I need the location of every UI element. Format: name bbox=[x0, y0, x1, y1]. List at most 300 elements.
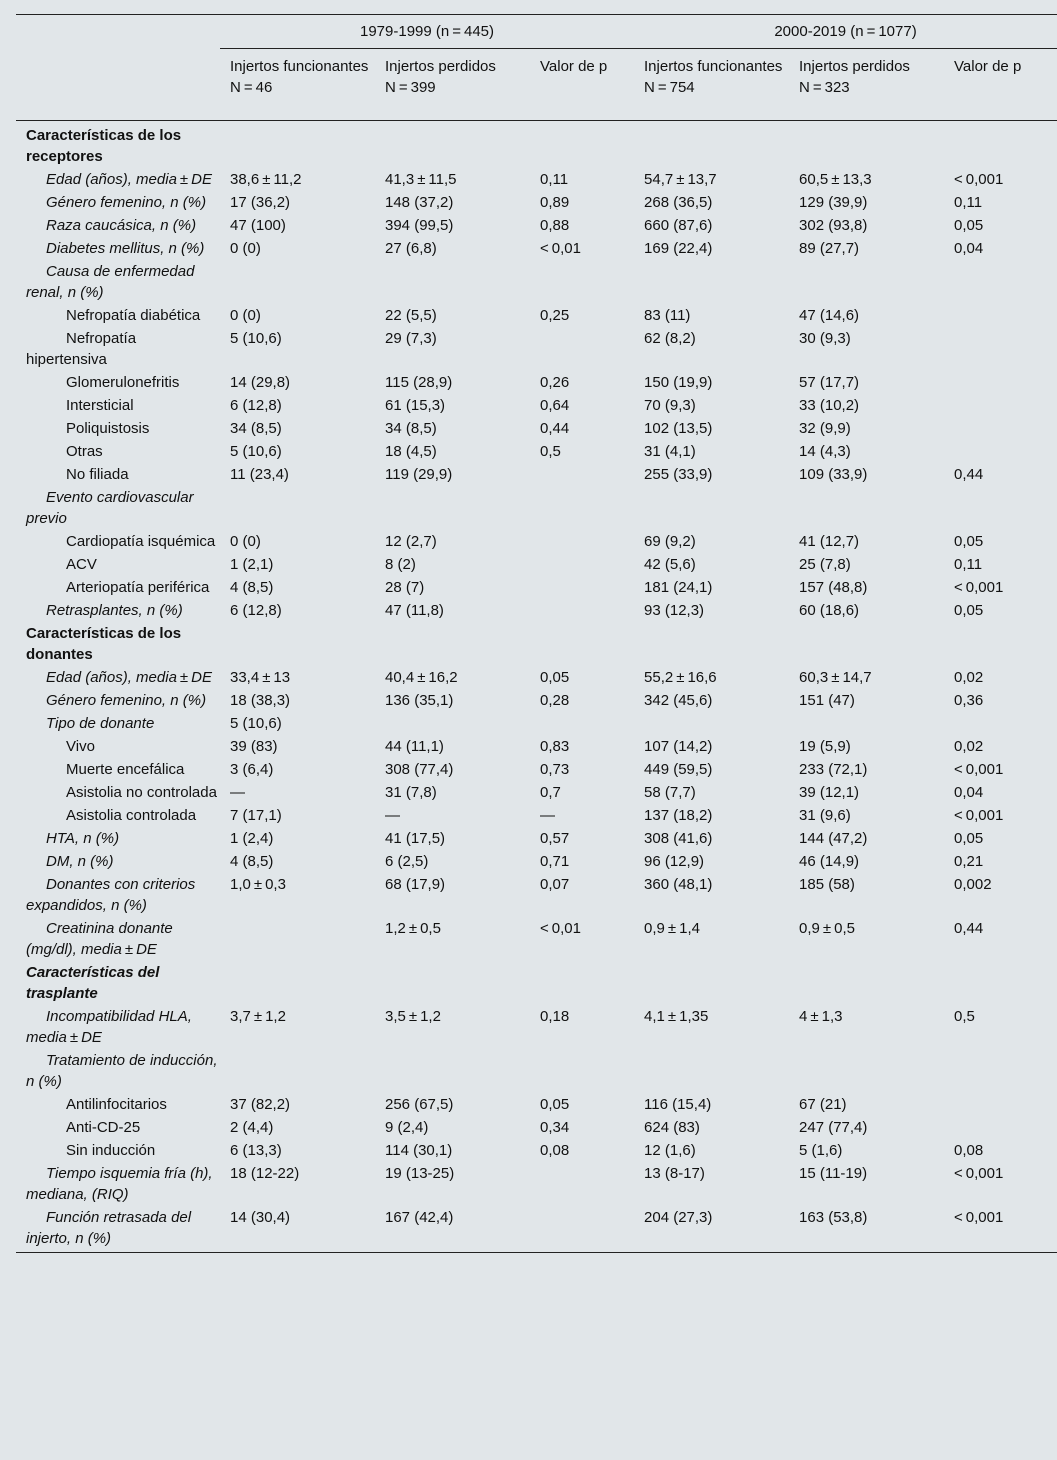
table-cell: 29 (7,3) bbox=[385, 330, 437, 347]
table-cell: 137 (18,2) bbox=[644, 807, 713, 824]
table-cell: 31 (9,6) bbox=[799, 807, 851, 824]
table-cell bbox=[530, 961, 634, 1005]
table-cell: 268 (36,5) bbox=[644, 194, 713, 211]
table-cell: 0,89 bbox=[540, 194, 570, 211]
table-cell: 0 (0) bbox=[230, 533, 261, 550]
table-cell: 12 (1,6) bbox=[644, 1142, 696, 1159]
table-row bbox=[16, 394, 1057, 417]
column-header: Valor de p bbox=[944, 49, 1057, 121]
table-row bbox=[16, 121, 1057, 169]
table-cell: 148 (37,2) bbox=[385, 194, 454, 211]
table-cell: 5 (10,6) bbox=[230, 715, 282, 732]
table-cell bbox=[944, 486, 1057, 530]
row-label: Poliquistosis bbox=[66, 420, 150, 437]
table-cell: 0,34 bbox=[540, 1119, 570, 1136]
row-label: Anti-CD-25 bbox=[66, 1119, 141, 1136]
table-cell: 0,64 bbox=[540, 397, 570, 414]
table-cell: < 0,001 bbox=[954, 579, 1004, 596]
table-cell: 44 (11,1) bbox=[385, 738, 444, 755]
table-row bbox=[16, 553, 1057, 576]
table-row bbox=[16, 689, 1057, 712]
table-cell: 102 (13,5) bbox=[644, 420, 713, 437]
table-cell bbox=[220, 917, 375, 961]
table-cell bbox=[375, 260, 530, 304]
table-cell bbox=[220, 260, 375, 304]
table-cell: 12 (2,7) bbox=[385, 533, 437, 550]
row-label: Nefropatía hipertensiva bbox=[26, 330, 137, 368]
table-cell bbox=[944, 260, 1057, 304]
period-1-header: 1979-1999 (n = 445) bbox=[220, 15, 634, 49]
table-row bbox=[16, 599, 1057, 622]
table-cell: 25 (7,8) bbox=[799, 556, 851, 573]
table-cell bbox=[789, 486, 944, 530]
table-row bbox=[16, 917, 1057, 961]
row-label: Nefropatía diabética bbox=[66, 307, 201, 324]
row-label: No filiada bbox=[66, 466, 129, 483]
table-cell bbox=[789, 961, 944, 1005]
table-row bbox=[16, 417, 1057, 440]
table-cell bbox=[375, 712, 530, 735]
table-cell bbox=[789, 1049, 944, 1093]
row-label: Glomerulonefritis bbox=[66, 374, 180, 391]
table-cell: 4 (8,5) bbox=[230, 853, 274, 870]
table-cell: 107 (14,2) bbox=[644, 738, 713, 755]
table-cell: 33 (10,2) bbox=[799, 397, 860, 414]
table-cell bbox=[944, 961, 1057, 1005]
table-cell: 30 (9,3) bbox=[799, 330, 851, 347]
table-cell: 449 (59,5) bbox=[644, 761, 713, 778]
table-cell: 0,57 bbox=[540, 830, 570, 847]
table-cell bbox=[375, 121, 530, 169]
table-cell: 0,05 bbox=[954, 602, 984, 619]
table-cell: 47 (11,8) bbox=[385, 602, 444, 619]
table-cell: 57 (17,7) bbox=[799, 374, 860, 391]
table-cell: 169 (22,4) bbox=[644, 240, 713, 257]
row-label: DM, n (%) bbox=[46, 853, 114, 870]
table-cell bbox=[634, 622, 789, 666]
table-cell: 38,6 ± 11,2 bbox=[230, 171, 302, 188]
table-cell: 5 (10,6) bbox=[230, 330, 282, 347]
table-cell: 0,9 ± 0,5 bbox=[799, 920, 855, 937]
table-row bbox=[16, 530, 1057, 553]
table-cell: 116 (15,4) bbox=[644, 1096, 712, 1113]
row-label: Vivo bbox=[66, 738, 95, 755]
table-cell: 0,36 bbox=[954, 692, 984, 709]
table-cell: 115 (28,9) bbox=[385, 374, 453, 391]
table-cell: 7 (17,1) bbox=[230, 807, 282, 824]
table-row bbox=[16, 712, 1057, 735]
table-cell: 0,04 bbox=[954, 784, 984, 801]
table-cell bbox=[789, 121, 944, 169]
table-cell: 4 (8,5) bbox=[230, 579, 274, 596]
row-label: Cardiopatía isquémica bbox=[66, 533, 216, 550]
table-row bbox=[16, 1049, 1057, 1093]
table-row bbox=[16, 191, 1057, 214]
table-row bbox=[16, 214, 1057, 237]
table-cell bbox=[944, 304, 1057, 327]
table-cell bbox=[634, 712, 789, 735]
table-row bbox=[16, 1162, 1057, 1206]
row-label: Asistolia no controlada bbox=[66, 784, 217, 801]
table-cell: 0 (0) bbox=[230, 307, 261, 324]
table-cell: 247 (77,4) bbox=[799, 1119, 868, 1136]
table-cell bbox=[944, 121, 1057, 169]
row-label: Características de los receptores bbox=[26, 127, 182, 165]
table-cell bbox=[530, 712, 634, 735]
corner-cell bbox=[16, 15, 220, 49]
table-cell bbox=[944, 327, 1057, 371]
table-cell: 167 (42,4) bbox=[375, 1206, 530, 1253]
table-cell: 0,28 bbox=[540, 692, 570, 709]
table-cell: 3 (6,4) bbox=[230, 761, 274, 778]
table-cell bbox=[530, 327, 634, 371]
table-cell: 0,9 ± 1,4 bbox=[644, 920, 700, 937]
table-cell: — bbox=[385, 807, 400, 824]
column-header-row bbox=[16, 49, 1057, 121]
table-cell: 1,2 ± 0,5 bbox=[385, 920, 441, 937]
table-cell: 5 (1,6) bbox=[799, 1142, 843, 1159]
table-cell: 37 (82,2) bbox=[230, 1096, 291, 1113]
table-cell: 62 (8,2) bbox=[644, 330, 696, 347]
table-row bbox=[16, 1139, 1057, 1162]
table-cell: 60,5 ± 13,3 bbox=[799, 171, 872, 188]
table-cell: < 0,001 bbox=[954, 171, 1004, 188]
table-cell: < 0,01 bbox=[540, 920, 581, 937]
table-cell bbox=[530, 622, 634, 666]
table-cell bbox=[944, 394, 1057, 417]
table-cell bbox=[220, 1049, 375, 1093]
table-cell: 11 (23,4) bbox=[230, 466, 289, 483]
table-cell: 6 (12,8) bbox=[230, 602, 282, 619]
table-cell: 33,4 ± 13 bbox=[230, 669, 291, 686]
table-cell: 0,25 bbox=[540, 307, 570, 324]
table-cell: 0,02 bbox=[954, 669, 984, 686]
table-cell: 0,44 bbox=[954, 466, 984, 483]
table-cell: — bbox=[230, 784, 245, 801]
table-cell: 31 (7,8) bbox=[385, 784, 437, 801]
table-cell: 0,02 bbox=[954, 738, 984, 755]
table-cell: 67 (21) bbox=[799, 1096, 847, 1113]
table-cell: 6 (2,5) bbox=[385, 853, 429, 870]
table-cell bbox=[944, 417, 1057, 440]
table-cell bbox=[530, 463, 634, 486]
table-cell: 69 (9,2) bbox=[644, 533, 696, 550]
table-cell: 157 (48,8) bbox=[799, 579, 868, 596]
table-cell bbox=[375, 1049, 530, 1093]
table-cell: 17 (36,2) bbox=[230, 194, 291, 211]
table-cell: < 0,001 bbox=[954, 1165, 1004, 1182]
table-cell: 308 (77,4) bbox=[385, 761, 454, 778]
table-cell: 41 (17,5) bbox=[385, 830, 446, 847]
column-header: Valor de p bbox=[530, 49, 634, 121]
row-label: Retrasplantes, n (%) bbox=[46, 602, 183, 619]
table-row bbox=[16, 371, 1057, 394]
column-header: Injertos funcionantes N = 46 bbox=[220, 49, 375, 121]
column-header: Injertos perdidos N = 323 bbox=[789, 49, 944, 121]
table-cell: 0,05 bbox=[540, 669, 570, 686]
table-cell: 1 (2,1) bbox=[230, 556, 274, 573]
table-row bbox=[16, 827, 1057, 850]
table-cell: 39 (12,1) bbox=[799, 784, 860, 801]
table-cell: < 0,01 bbox=[540, 240, 581, 257]
table-row bbox=[16, 576, 1057, 599]
row-label: Donantes con criterios expandidos, n (%) bbox=[26, 876, 196, 914]
table-cell: 46 (14,9) bbox=[799, 853, 860, 870]
table-cell: 0,08 bbox=[540, 1142, 570, 1159]
table-cell: 70 (9,3) bbox=[644, 397, 696, 414]
table-cell bbox=[530, 599, 634, 622]
table-cell: < 0,001 bbox=[954, 761, 1004, 778]
table-cell bbox=[530, 1206, 634, 1253]
period-header-row bbox=[16, 15, 1057, 49]
column-header: Injertos perdidos N = 399 bbox=[375, 49, 530, 121]
table-cell: 342 (45,6) bbox=[644, 692, 713, 709]
table-cell: 233 (72,1) bbox=[799, 761, 868, 778]
table-cell bbox=[220, 622, 375, 666]
table-cell bbox=[375, 622, 530, 666]
row-label: HTA, n (%) bbox=[46, 830, 120, 847]
table-row bbox=[16, 850, 1057, 873]
row-label: Evento cardiovascular previo bbox=[26, 489, 194, 527]
table-cell: 181 (24,1) bbox=[644, 579, 713, 596]
table-cell: 0,11 bbox=[954, 194, 983, 211]
table-cell: 0 (0) bbox=[230, 240, 261, 257]
table-row bbox=[16, 1116, 1057, 1139]
table-cell bbox=[944, 622, 1057, 666]
table-cell: 18 (4,5) bbox=[385, 443, 437, 460]
data-table bbox=[16, 14, 1057, 1253]
table-cell: 19 (5,9) bbox=[799, 738, 851, 755]
table-cell: 0,83 bbox=[540, 738, 570, 755]
table-cell: 0,05 bbox=[540, 1096, 570, 1113]
table-cell: 308 (41,6) bbox=[644, 830, 713, 847]
table-cell: 114 (30,1) bbox=[385, 1142, 453, 1159]
column-header: Injertos funcionantes N = 754 bbox=[634, 49, 789, 121]
table-cell: 0,44 bbox=[954, 920, 984, 937]
row-label: Edad (años), media ± DE bbox=[46, 171, 212, 188]
table-row bbox=[16, 961, 1057, 1005]
table-cell: 9 (2,4) bbox=[385, 1119, 429, 1136]
table-cell: 2 (4,4) bbox=[230, 1119, 274, 1136]
table-cell: 302 (93,8) bbox=[799, 217, 868, 234]
table-cell: 55,2 ± 16,6 bbox=[644, 669, 717, 686]
table-cell: 0,71 bbox=[540, 853, 570, 870]
table-cell: 4,1 ± 1,35 bbox=[644, 1008, 709, 1025]
row-label: Muerte encefálica bbox=[66, 761, 185, 778]
table-cell: 109 (33,9) bbox=[799, 466, 868, 483]
table-cell: 0,88 bbox=[540, 217, 570, 234]
table-row bbox=[16, 1093, 1057, 1116]
table-cell: 18 (38,3) bbox=[230, 692, 291, 709]
table-cell: 47 (14,6) bbox=[799, 307, 860, 324]
table-cell: 60,3 ± 14,7 bbox=[799, 669, 872, 686]
table-row bbox=[16, 260, 1057, 304]
table-cell bbox=[530, 576, 634, 599]
table-cell: 660 (87,6) bbox=[644, 217, 713, 234]
table-cell bbox=[220, 961, 375, 1005]
table-cell bbox=[789, 622, 944, 666]
table-cell: 1,0 ± 0,3 bbox=[230, 876, 286, 893]
period-2-header: 2000-2019 (n = 1077) bbox=[634, 15, 1057, 49]
table-row bbox=[16, 304, 1057, 327]
table-cell: 394 (99,5) bbox=[385, 217, 454, 234]
table-body bbox=[16, 121, 1057, 1253]
table-cell: 40,4 ± 16,2 bbox=[385, 669, 458, 686]
table-row bbox=[16, 168, 1057, 191]
table-cell: 42 (5,6) bbox=[644, 556, 696, 573]
table-cell: — bbox=[540, 807, 555, 824]
table-row bbox=[16, 758, 1057, 781]
table-cell: 89 (27,7) bbox=[799, 240, 860, 257]
table-cell: 150 (19,9) bbox=[644, 374, 713, 391]
table-cell: 61 (15,3) bbox=[385, 397, 446, 414]
table-cell: 8 (2) bbox=[385, 556, 416, 573]
table-cell bbox=[944, 1049, 1057, 1093]
table-cell: 0,11 bbox=[954, 556, 983, 573]
table-row bbox=[16, 440, 1057, 463]
table-cell: 14 (4,3) bbox=[799, 443, 851, 460]
table-cell: 0,11 bbox=[540, 171, 569, 188]
table-cell: 136 (35,1) bbox=[385, 692, 454, 709]
table-cell: 4 ± 1,3 bbox=[799, 1008, 843, 1025]
table-cell: 34 (8,5) bbox=[230, 420, 282, 437]
table-cell: 0,08 bbox=[954, 1142, 984, 1159]
table-cell bbox=[530, 1049, 634, 1093]
table-cell: 54,7 ± 13,7 bbox=[644, 171, 717, 188]
table-cell: < 0,001 bbox=[944, 1206, 1057, 1253]
table-cell bbox=[530, 530, 634, 553]
row-label: Características de los donantes bbox=[26, 625, 182, 663]
row-label: Raza caucásica, n (%) bbox=[46, 217, 197, 234]
row-label: Diabetes mellitus, n (%) bbox=[46, 240, 205, 257]
table-cell: 204 (27,3) bbox=[634, 1206, 789, 1253]
row-label: Género femenino, n (%) bbox=[46, 692, 207, 709]
table-cell: 6 (13,3) bbox=[230, 1142, 282, 1159]
table-row bbox=[16, 873, 1057, 917]
table-cell: 256 (67,5) bbox=[385, 1096, 454, 1113]
table-cell: 0,73 bbox=[540, 761, 570, 778]
table-cell: 14 (29,8) bbox=[230, 374, 291, 391]
table-cell bbox=[944, 1116, 1057, 1139]
table-row bbox=[16, 804, 1057, 827]
table-cell: 15 (11-19) bbox=[799, 1165, 868, 1182]
table-row bbox=[16, 463, 1057, 486]
table-cell bbox=[530, 553, 634, 576]
table-cell: 60 (18,6) bbox=[799, 602, 860, 619]
table-cell bbox=[634, 260, 789, 304]
table-cell bbox=[944, 371, 1057, 394]
table-cell: 163 (53,8) bbox=[789, 1206, 944, 1253]
column-header-empty bbox=[16, 49, 220, 121]
table-cell: 83 (11) bbox=[644, 307, 691, 324]
table-row bbox=[16, 327, 1057, 371]
table-cell: 0,26 bbox=[540, 374, 570, 391]
table-cell: 624 (83) bbox=[644, 1119, 700, 1136]
table-cell: 3,7 ± 1,2 bbox=[230, 1008, 286, 1025]
table-cell: 19 (13-25) bbox=[385, 1165, 455, 1182]
row-label: Intersticial bbox=[66, 397, 134, 414]
table-cell: 22 (5,5) bbox=[385, 307, 437, 324]
table-row bbox=[16, 237, 1057, 260]
table-container bbox=[16, 14, 1057, 1253]
table-cell: 31 (4,1) bbox=[644, 443, 696, 460]
table-cell: 5 (10,6) bbox=[230, 443, 282, 460]
table-cell bbox=[375, 486, 530, 530]
table-row bbox=[16, 622, 1057, 666]
table-cell bbox=[634, 961, 789, 1005]
table-cell: 0,7 bbox=[540, 784, 561, 801]
table-cell bbox=[530, 1162, 634, 1206]
table-row bbox=[16, 1206, 1057, 1253]
table-cell bbox=[375, 961, 530, 1005]
table-cell bbox=[944, 440, 1057, 463]
table-cell: 129 (39,9) bbox=[799, 194, 868, 211]
table-cell: 0,21 bbox=[954, 853, 984, 870]
row-label: Tipo de donante bbox=[46, 715, 155, 732]
row-label: Asistolia controlada bbox=[66, 807, 197, 824]
table-cell: 360 (48,1) bbox=[644, 876, 713, 893]
table-cell bbox=[530, 260, 634, 304]
table-cell: 96 (12,9) bbox=[644, 853, 705, 870]
table-cell: 0,5 bbox=[954, 1008, 975, 1025]
row-label: Causa de enfermedad renal, n (%) bbox=[26, 263, 195, 301]
table-cell: 0,5 bbox=[540, 443, 561, 460]
table-cell: 32 (9,9) bbox=[799, 420, 851, 437]
table-cell: 93 (12,3) bbox=[644, 602, 705, 619]
row-label: Tiempo isquemia fría (h), mediana, (RIQ) bbox=[26, 1165, 213, 1203]
row-label: Otras bbox=[66, 443, 103, 460]
table-cell: 0,002 bbox=[954, 876, 992, 893]
table-cell bbox=[220, 486, 375, 530]
table-cell: 13 (8-17) bbox=[644, 1165, 705, 1182]
row-label: ACV bbox=[66, 556, 97, 573]
table-cell: 6 (12,8) bbox=[230, 397, 282, 414]
table-cell: 3,5 ± 1,2 bbox=[385, 1008, 441, 1025]
table-cell: 0,07 bbox=[540, 876, 570, 893]
table-cell: 119 (29,9) bbox=[385, 466, 453, 483]
table-cell: 14 (30,4) bbox=[220, 1206, 375, 1253]
table-cell bbox=[634, 486, 789, 530]
table-cell: 1 (2,4) bbox=[230, 830, 274, 847]
table-cell: 34 (8,5) bbox=[385, 420, 437, 437]
table-cell bbox=[530, 121, 634, 169]
row-label: Creatinina donante (mg/dl), media ± DE bbox=[26, 920, 173, 958]
table-cell: 0,18 bbox=[540, 1008, 570, 1025]
table-cell: 255 (33,9) bbox=[644, 466, 713, 483]
table-row bbox=[16, 735, 1057, 758]
table-cell: 144 (47,2) bbox=[799, 830, 868, 847]
table-cell bbox=[634, 1049, 789, 1093]
table-cell: 39 (83) bbox=[230, 738, 278, 755]
row-label: Características del trasplante bbox=[26, 964, 160, 1002]
table-cell: 0,05 bbox=[954, 830, 984, 847]
table-cell: 58 (7,7) bbox=[644, 784, 696, 801]
row-label: Edad (años), media ± DE bbox=[46, 669, 212, 686]
table-row bbox=[16, 666, 1057, 689]
table-cell: 151 (47) bbox=[799, 692, 855, 709]
table-cell: 18 (12-22) bbox=[230, 1165, 300, 1182]
table-cell bbox=[789, 260, 944, 304]
table-cell: 41,3 ± 11,5 bbox=[385, 171, 457, 188]
table-cell: 47 (100) bbox=[230, 217, 286, 234]
table-cell: 185 (58) bbox=[799, 876, 855, 893]
table-cell bbox=[530, 486, 634, 530]
table-cell: 0,05 bbox=[954, 217, 984, 234]
table-cell: 27 (6,8) bbox=[385, 240, 437, 257]
row-label: Incompatibilidad HLA, media ± DE bbox=[26, 1008, 192, 1046]
table-row bbox=[16, 1005, 1057, 1049]
table-cell: 0,05 bbox=[954, 533, 984, 550]
